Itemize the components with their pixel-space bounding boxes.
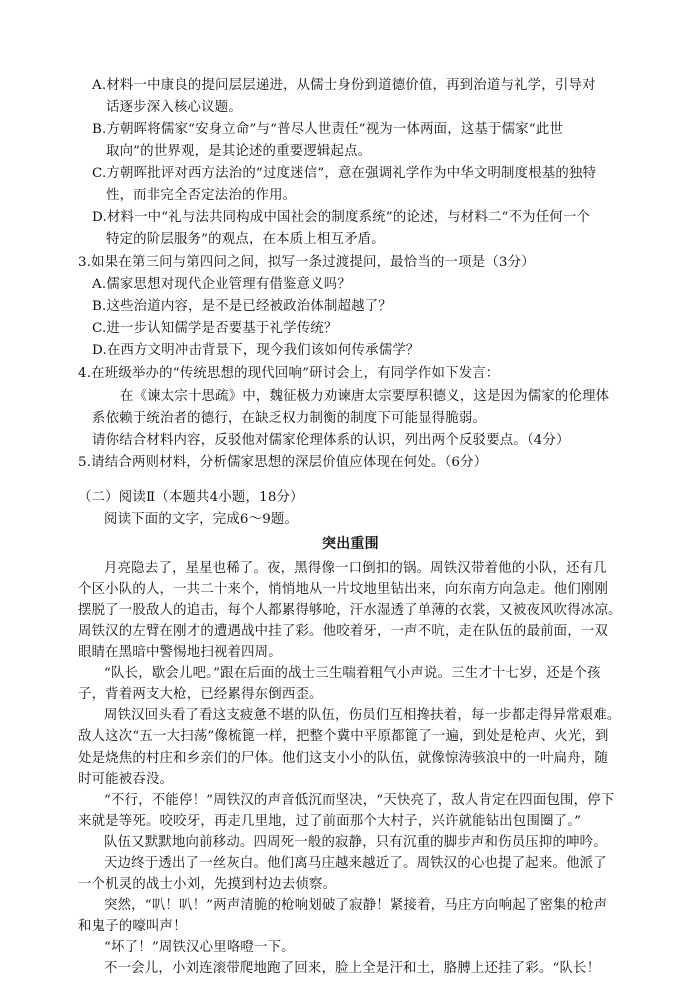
- story-line: 来就是等死。咬咬牙，再走几里地，过了前面那个大村子，兴许就能钻出包围圈了。”: [78, 813, 582, 829]
- q2-option-c-line1: C.方朝晖批评对西方法治的“过度迷信”，意在强调礼学作为中华文明制度根基的独特: [92, 166, 597, 181]
- q4-ask: 请你结合材料内容，反驳他对儒家伦理体系的认识，列出两个反驳要点。（4分）: [92, 433, 570, 448]
- story-line: 不一会儿，小刘连滚带爬地跑了回来，脸上全是汗和土，胳膊上还挂了彩。“队长！: [104, 961, 601, 976]
- story-line: “不行，不能停！”周铁汉的声音低沉而坚决，“天快亮了，敌人肯定在四面包围，停下: [104, 792, 615, 808]
- q3-option-b: B.这些治道内容，是不是已经被政治体制超越了？: [92, 299, 392, 314]
- story-line: 突然，“叭！叭！”两声清脆的枪响划破了寂静！紧接着，马庄方向响起了密集的枪声: [104, 897, 608, 913]
- q2-option-a-line2: 话逐步深入核心议题。: [106, 100, 242, 115]
- story-line: 处是烧焦的村庄和乡亲们的尸体。他们这支小小的队伍，就像惊涛骇浪中的一叶扁舟，随: [78, 750, 609, 766]
- q4-stem: 4.在班级举办的“传统思想的现代回响”研讨会上，有同学作如下发言：: [78, 366, 500, 381]
- q2-option-a-line1: A.材料一中康良的提问层层递进，从儒士身份到道德价值，再到治道与礼学，引导对: [92, 78, 596, 93]
- q4-quote-line2: 系依赖于统治者的德行，在缺乏权力制衡的制度下可能显得脆弱。: [92, 411, 487, 426]
- story-line: 周铁汉回头看了看这支疲惫不堪的队伍，伤员们互相搀扶着，每一步都走得异常艰难。: [104, 708, 621, 724]
- story-line: 子，背着两支大枪，已经累得东倒西歪。: [78, 687, 323, 703]
- q3-option-d: D.在西方文明冲击背景下，现今我们该如何传承儒学？: [92, 343, 420, 358]
- story-line: 摆脱了一股敌人的追击，每个人都累得够呛，汗水湿透了单薄的衣裳，又被夜风吹得冰凉。: [78, 603, 622, 619]
- story-line: 一个机灵的战士小刘，先摸到村边去侦察。: [78, 876, 337, 892]
- story-line: 队伍又默默地向前移动。四周死一般的寂静，只有沉重的脚步声和伤员压抑的呻吟。: [104, 834, 607, 850]
- q2-option-d-line1: D.材料一中“礼与法共同构成中国社会的制度系统”的论述，与材料二“不为任何一个: [92, 210, 591, 225]
- section-instruction: 阅读下面的文字，完成6～9题。: [104, 512, 299, 527]
- q2-option-b-line1: B.方朝晖将儒家“安身立命”与“普尽人世责任”视为一体两面，这基于儒家“此世: [92, 122, 564, 137]
- story-line: 天边终于透出了一丝灰白。他们离马庄越来越近了。周铁汉的心也提了起来。他派了: [104, 855, 607, 871]
- story-line: 月亮隐去了，星星也稀了。夜，黑得像一口倒扣的锅。周铁汉带着他的小队，还有几: [104, 561, 607, 576]
- q3-option-c: C.进一步认知儒学是否要基于礼学传统？: [92, 321, 338, 336]
- story-line: 周铁汉的左臂在刚才的遭遇战中挂了彩。他咬着牙，一声不吭，走在队伍的最前面，一双: [78, 624, 609, 640]
- story-line: 敌人这次“五一大扫荡”像梳篦一样，把整个冀中平原都篦了一遍，到处是枪声、火光，到: [78, 729, 609, 745]
- q2-option-b-line2: 取向”的世界观，是其论述的重要逻辑起点。: [106, 144, 372, 159]
- q4-quote-line1: 在《谏太宗十思疏》中，魏征极力劝谏唐太宗要厚积德义，这是因为儒家的伦理体: [120, 389, 610, 404]
- story-title: 突出重围: [322, 536, 379, 552]
- story-line: “坏了！”周铁汉心里咯噔一下。: [104, 939, 295, 955]
- q5-stem: 5.请结合两则材料，分析儒家思想的深层价值应体现在何处。（6分）: [78, 455, 488, 470]
- section-heading: （二）阅读Ⅱ（本题共4小题，18分）: [78, 490, 304, 505]
- q2-option-d-line2: 特定的阶层服务”的观点，在本质上相互矛盾。: [106, 232, 385, 247]
- story-line: 个区小队的人，一共二十来个，悄悄地从一片坟地里钻出来，向东南方向急走。他们刚刚: [78, 582, 609, 598]
- story-line: 眼睛在黑暗中警惕地扫视着四周。: [78, 645, 282, 661]
- story-line: 时可能被吞没。: [78, 771, 174, 787]
- story-line: “队长，歇会儿吧。”跟在后面的战士三生喘着粗气小声说。三生才十七岁，还是个孩: [104, 666, 601, 682]
- q3-stem: 3.如果在第三问与第四问之间，拟写一条过渡提问，最恰当的一项是（3分）: [78, 255, 535, 270]
- q2-option-c-line2: 性，而非完全否定法治的作用。: [106, 188, 297, 203]
- story-line: 和鬼子的嚎叫声！: [78, 918, 187, 934]
- q3-option-a: A.儒家思想对现代企业管理有借鉴意义吗？: [92, 277, 351, 292]
